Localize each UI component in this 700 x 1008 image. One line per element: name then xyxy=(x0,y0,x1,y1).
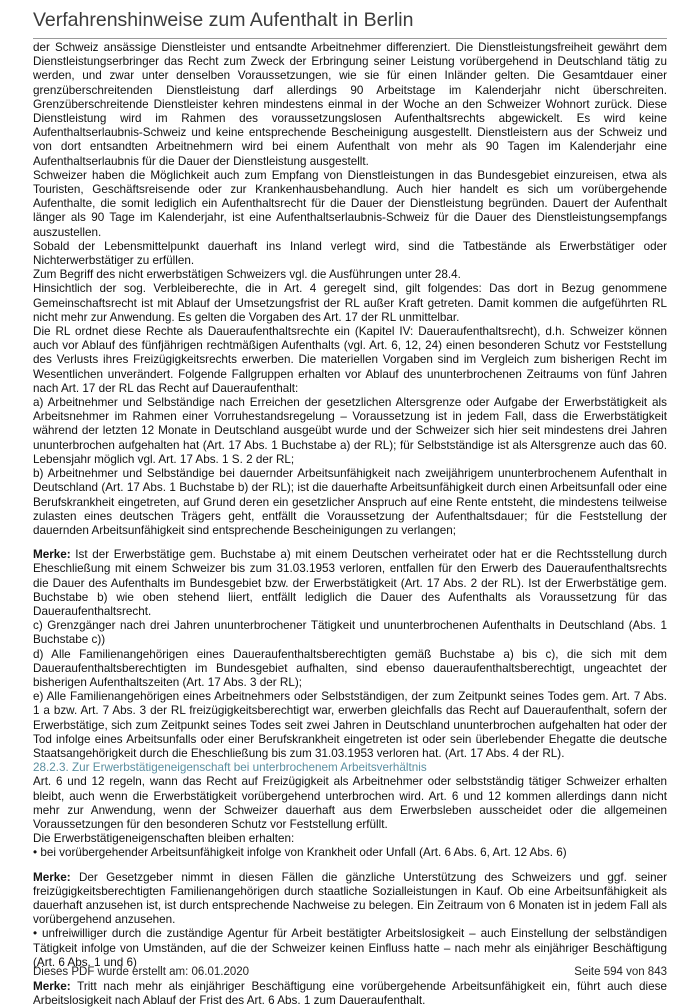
list-item-d: d) Alle Familienangehörigen eines Daueraufenthaltsberechtigten gemäß Buchstabe a) bis c), die sich mit dem Daueraufenthaltsberechtigten im Bundesgebiet aufhalten, sind ebenso daueraufenthaltsberechtigt, ungeachtet der bisherigen Aufenthaltszeiten (Art. 17 Abs. 3 der RL); xyxy=(33,647,667,689)
list-item-a: a) Arbeitnehmer und Selbständige nach Erreichen der gesetzlichen Altersgrenze oder Aufgabe der Erwerbstätigkeit als Arbeitsnehmer im Rahmen einer Vorruhestandsregelung – Voraussetzung ist in jedem Fall, dass die Erwerbstätigkeit während der letzten 12 Monate in Deutschland ausgeübt wurde und der Schweizer sich hier seit mindestens drei Jahren ununterbrochen aufgehalten hat (Art. 17 Abs. 1 Buchstabe a) der RL); für Selbstständige ist als Altersgrenze auch das 60. Lebensjahr möglich vgl. Art. 17 Abs. 1 S. 2 der RL; xyxy=(33,396,667,466)
page-title: Verfahrenshinweise zum Aufenthalt in Berlin xyxy=(33,9,414,31)
spacer xyxy=(33,538,667,548)
note-paragraph xyxy=(33,548,667,619)
note-paragraph xyxy=(33,871,667,928)
paragraph: Die Erwerbstätigeneigenschaften bleiben erhalten: xyxy=(33,832,295,846)
bullet-item: • unfreiwilliger durch die zuständige Agentur für Arbeit bestätigter Arbeitslosigkeit – auch Einstellung der selbständigen Tätigkeit infolge von Umständen, auf die der Schweizer keinen Einfluss hatte – nach mehr als einjähriger Beschäftigung (Art. 6 Abs. 1 und 6) xyxy=(33,927,667,969)
list-item-c: c) Grenzgänger nach drei Jahren ununterbrochener Tätigkeit und ununterbrochenen Aufenthalts in Deutschland (Abs. 1 Buchstabe c)) xyxy=(33,619,667,647)
created-date: Dieses PDF wurde erstellt am: 06.01.2020 xyxy=(33,966,250,978)
note-text: Der Gesetzgeber nimmt in diesen Fällen die gänzliche Unterstützung des Schweizers und ggf. seiner freizügigkeitsberechtigten Familienangehörigen durch staatliche Sozialleistungen in Kauf. Ob eine Arbeitsunfähigkeit als dauerhaft anzusehen ist, ist durch entsprechende Nachweise zu belegen. Ein Zeitraum von 6 Monaten ist in jedem Fall als vorübergehend anzusehen. xyxy=(33,870,667,927)
paragraph: Zum Begriff des nicht erwerbstätigen Schweizers vgl. die Ausführungen unter 28.4. xyxy=(33,268,461,282)
paragraph: Schweizer haben die Möglichkeit auch zum Empfang von Dienstleistungen in das Bundesgebiet einzureisen, etwa als Touristen, Geschäftsreisende oder zur Krankenhausbehandlung. Auch hier handelt es sich um vorübergehende Aufenthalte, die somit lediglich ein Aufenthaltsrecht für die Dauer der Dienstleistung begründen. Dauert der Aufenthalt länger als 90 Tage im Kalenderjahr, ist eine Aufenthaltserlaubnis-Schweiz für die Dauer des Dienstleistungsempfangs auszustellen. xyxy=(33,168,667,239)
list-item-e: e) Alle Familienangehörigen eines Arbeitnehmers oder Selbstständigen, der zum Zeitpunkt seines Todes gem. Art. 7 Abs. 1 a bzw. Art. 7 Abs. 3 der RL freizügigkeitsberechtigt war, erwerben gleichfalls das Recht auf Daueraufenthalt, sofern der Erwerbstätige, sich zum Zeitpunkt seines Todes seit zwei Jahren in Deutschland ununterbrochen aufgehalten hat oder der Tod infolge eines Arbeitsunfalls oder einer Berufskrankheit eingetreten ist oder sein überlebender Ehegatte die deutsche Staatsangehörigkeit durch die Eheschließung bis zum 31.03.1953 verloren hat. (Art. 17 Abs. 4 der RL). xyxy=(33,690,667,760)
title-divider xyxy=(33,38,667,39)
paragraph: Sobald der Lebensmittelpunkt dauerhaft ins Inland verlegt wird, sind die Tatbestände als Erwerbstätiger oder Nichterwerbstätiger zu erfüllen. xyxy=(33,239,667,268)
paragraph: Hinsichtlich der sog. Verbleiberechte, die in Art. 4 geregelt sind, gilt folgendes: Das dort in Bezug genommene Gemeinschaftsrecht ist mit Ablauf der Umsetzungsfrist der RL außer Kraft getreten. Damit kommen die aufgeführten RL nicht mehr zur Anwendung. Es gelten die Vorgaben des Art. 17 der RL unmittelbar. xyxy=(33,282,667,324)
note-text: Ist der Erwerbstätige gem. Buchstabe a) mit einem Deutschen verheiratet oder hat er die Rechtsstellung durch Eheschließung mit einem Schweizer bis zum 31.03.1953 verloren, entfallen für den Erwerb des Daueraufenthaltsrechts die Dauer des Aufenthalts im Bundesgebiet bzw. der Erwerbstätigkeit (Art. 17 Abs. 2 der RL). Ist der Erwerbstätige gem. Buchstabe b) wie oben stehend liiert, entfällt lediglich die Dauer des Aufenthalts als Voraussetzung für das Daueraufenthaltsrecht. xyxy=(33,548,667,618)
section-subheading: 28.2.3. Zur Erwerbstätigeneigenschaft bei unterbrochenem Arbeitsverhältnis xyxy=(33,761,427,775)
paragraph: Art. 6 und 12 regeln, wann das Recht auf Freizügigkeit als Arbeitnehmer oder selbstständig tätiger Schweizer erhalten bleibt, auch wenn die Erwerbstätigkeit vorübergehend unterbrochen wird. Art. 6 und 12 kommen allerdings dann nicht mehr zur Anwendung, wenn der Schweizer dauerhaft aus dem Erwerbsleben ausscheidet oder die allgemeinen Voraussetzungen für den besonderen Schutz vor Feststellung erfüllt. xyxy=(33,775,667,831)
document-body xyxy=(33,41,667,1008)
note-label: Merke: xyxy=(33,980,71,993)
bullet-item: • bei vorübergehender Arbeitsunfähigkeit infolge von Krankheit oder Unfall (Art. 6 Abs. 6, Art. 12 Abs. 6) xyxy=(33,846,567,860)
note-label: Merke: xyxy=(33,870,71,884)
paragraph: der Schweiz ansässige Dienstleister und entsandte Arbeitnehmer differenziert. Die Dienstleistungsfreiheit gewährt dem Dienstleistungserbringer das Recht zum Zweck der Erbringung seiner Leistung vorübergehend in Deutschland tätig zu werden, und zwar unter denselben Voraussetzungen, wie sie für einen Inländer gelten. Die Gesamtdauer einer grenzüberschreitenden Dienstleistung darf allerdings 90 Arbeitstage im Kalenderjahr nicht überschreiten. Grenzüberschreitende Dienstleister kehren mindestens einmal in der Woche an den Schweizer Wohnort zurück. Diese Dienstleistung wird im Rahmen des voraussetzungslosen Aufenthaltsrechts abgewickelt. Es wird keine Aufenthaltserlaubnis-Schweiz und keine entsprechende Bescheinigung ausgestellt. Dienstleistern aus der Schweiz und von dort entsandten Arbeitnehmern wird bei einem Aufenthalt von mehr als 90 Tagen im Kalenderjahr eine Aufenthaltserlaubnis für die Dauer der Dienstleistung ausgestellt. xyxy=(33,41,667,168)
note-label: Merke: xyxy=(33,548,71,562)
note-paragraph xyxy=(33,980,667,1008)
page-number: Seite 594 von 843 xyxy=(574,966,667,978)
spacer xyxy=(33,861,667,871)
list-item-b: b) Arbeitnehmer und Selbständige bei dauernder Arbeitsunfähigkeit nach zweijährigem ununterbrochenem Aufenthalt in Deutschland (Art. 17 Abs. 1 Buchstabe b) der RL); ist die dauerhafte Arbeitsunfähigkeit durch einen Arbeitsunfall oder eine Berufskrankheit eingetreten, auf Grund deren ein gesetzlicher Anspruch auf eine Rente entsteht, die mindestens teilweise zulasten eines deutschen Trägers geht, entfällt die Voraussetzung der Aufenthaltsdauer; für die Feststellung der dauernden Arbeitsunfähigkeit sind entsprechende Bescheinigungen zu verlangen; xyxy=(33,467,667,537)
page-footer xyxy=(33,966,667,978)
paragraph: Die RL ordnet diese Rechte als Daueraufenthaltsrechte ein (Kapitel IV: Daueraufenthaltsrecht), d.h. Schweizer können auch vor Ablauf des fünfjährigen rechtmäßigen Aufenthalts (vgl. Art. 6, 12, 24) einen besonderen Schutz vor Feststellung des Verlusts ihres Freizügigkeitsrechts erwerben. Die materiellen Vorgaben sind im Vergleich zum bisherigen Recht im Wesentlichen unverändert. Folgende Fallgruppen erhalten vor Ablauf des ununterbrochenen Zeitraums von fünf Jahren nach Art. 17 der RL das Recht auf Daueraufenthalt: xyxy=(33,325,667,395)
note-text: Tritt nach mehr als einjähriger Beschäftigung eine vorübergehende Arbeitsunfähigkeit ein, führt auch diese Arbeitslosigkeit nach Ablauf der Frist des Art. 6 Abs. 1 zum Daueraufenthalt. xyxy=(33,980,667,1008)
